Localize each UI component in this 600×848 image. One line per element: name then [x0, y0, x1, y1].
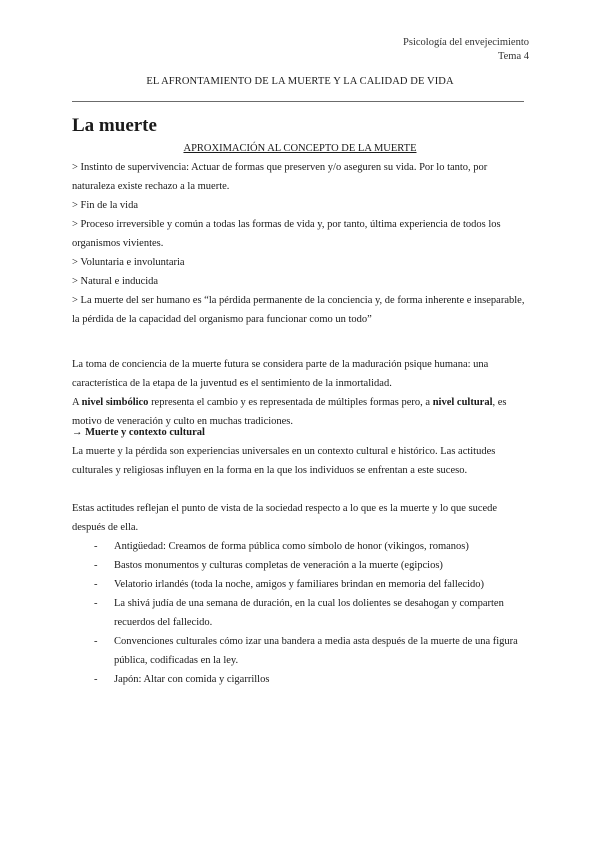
list-item: - Velatorio irlandés (toda la noche, amigos y familiares brindan en memoria del fallecido): [94, 575, 532, 594]
section-title: La muerte: [72, 115, 157, 136]
header-topic: Tema 4: [497, 51, 529, 62]
culture-heading: → Muerte y contexto cultural: [72, 427, 205, 438]
bullet-item: > La muerte del ser humano es “la pérdida permanente de la conciencia y, de forma inherente e inseparable, la pérdida de la capacidad del organismo para funcionar como un todo”: [72, 295, 525, 325]
paragraph-levels-text-c: representa el cambio y es representada de múltiples formas pero, a: [148, 397, 433, 408]
document-title: EL AFRONTAMIENTO DE LA MUERTE Y LA CALIDAD DE VIDA: [146, 76, 454, 87]
paragraph-awareness: La toma de conciencia de la muerte futura se considera parte de la maduración psique humana: una característica de la etapa de la juventud es el sentimiento de la inmortalidad.: [72, 359, 489, 389]
paragraph-levels-text-d: , es motivo de veneración y culto en muchas tradiciones.: [72, 397, 507, 427]
list-item: - Japón: Altar con comida y cigarrillos: [94, 670, 532, 689]
header-course: Psicología del envejecimiento: [403, 37, 529, 48]
concept-bullets: [72, 158, 532, 329]
bullet-item: > Proceso irreversible y común a todas las formas de vida y, por tanto, última experiencia de todos los organismos vivientes.: [72, 219, 501, 249]
header-divider: [72, 101, 524, 102]
subsection-title: APROXIMACIÓN AL CONCEPTO DE LA MUERTE: [183, 143, 417, 154]
bullet-item: > Fin de la vida: [72, 200, 138, 211]
paragraph-levels-text-a: A: [72, 397, 82, 408]
list-item: - Antigüedad: Creamos de forma pública como símbolo de honor (vikingos, romanos): [94, 537, 532, 556]
list-item: - La shivá judía de una semana de duración, en la cual los dolientes se desahogan y comparten recuerdos del fallecido.: [94, 594, 532, 632]
culture-list: [72, 537, 532, 689]
list-item: - Bastos monumentos y culturas completas de veneración a la muerte (egipcios): [94, 556, 532, 575]
bullet-item: > Natural e inducida: [72, 276, 159, 287]
term-nivel-cultural: nivel cultural: [432, 397, 493, 408]
culture-section: [72, 423, 532, 689]
culture-paragraph-2: Estas actitudes reflejan el punto de vista de la sociedad respecto a lo que es la muerte y lo que sucede después de ella.: [72, 503, 498, 533]
culture-paragraph-1: La muerte y la pérdida son experiencias universales en un contexto cultural e histórico. Las actitudes culturales y religiosas influyen en la forma en la que los individuos se enfrentan a este suceso.: [72, 446, 496, 476]
bullet-item: > Instinto de supervivencia: Actuar de formas que preserven y/o aseguren su vida. Por lo tanto, por naturaleza existe rechazo a la muerte.: [72, 162, 488, 192]
term-nivel-simbolico: nivel simbólico: [81, 397, 149, 408]
bullet-item: > Voluntaria e involuntaria: [72, 257, 185, 268]
awareness-paragraph-block: [72, 355, 532, 431]
list-item: - Convenciones culturales cómo izar una bandera a media asta después de la muerte de una figura pública, codificadas en la ley.: [94, 632, 532, 670]
